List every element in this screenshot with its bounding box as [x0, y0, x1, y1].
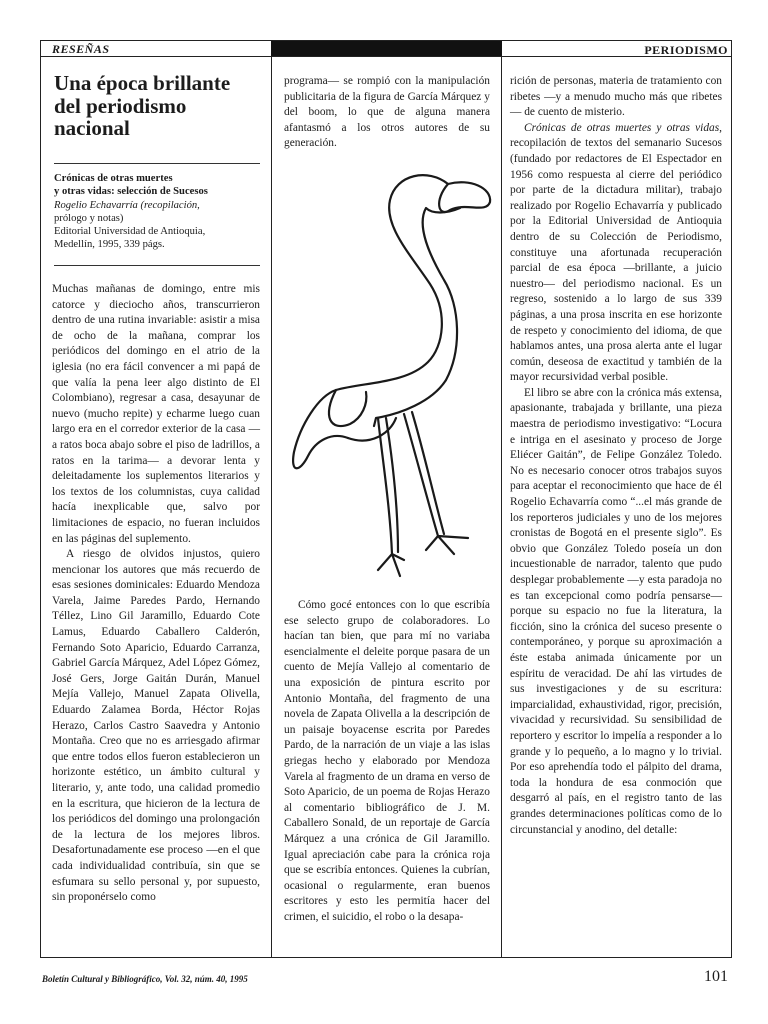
- paragraph: A riesgo de olvidos injustos, quiero mencionar los autores que más recuerdo de esas sesiones dominicales: Eduardo Mendoza Varela, Jaime Paredes Pardo, Hernando Téllez, Lino Gil Jaramillo, Eduardo Cote Lamus, Eduardo Caballero Calderón, Fernando Soto Aparicio, Eduardo Carranza, Gabriel García Márquez, Adel López Gómez, José Gers, Jorge Gaitán Durán, Manuel Mejía Vallejo, Manuel Zapata Olivella, Eduardo Zalamea Borda, Héctor Rojas Herazo, Carlos Castro Saavedra y Antonio Montaña. Creo que no es arriesgado afirmar que entre todos ellos fueron establecieron un horizonte estético, un ámbito cultural y literario, y, ante todo, una calidad promedio en la escritura, que hicieron de la lectura de los periódicos del domingo una prolongación de la lectura de los mejores libros. Desafortunadamente ese proceso —en el que cada individualidad contribuía, sin que se esfumara su sello personal y, por supuesto, sin proponérselo como: [52, 548, 260, 904]
- article-title: Una época brillante del periodismo nacional: [54, 71, 231, 141]
- column-1: [52, 282, 260, 906]
- column-2-top: [284, 74, 490, 152]
- paragraph: Crónicas de otras muertes y otras vidas, recopilación de textos del semanario Sucesos (fundado por redactores de El Espectador en 1956 como respuesta al cierre del periódico por parte de la dictadura militar), trabajo realizado por Rogelio Echavarría y publicado por la Editorial Universidad de Antioquia dentro de su Colección de Periodismo, constituye una afortunada recuperación parcial de esa época —brillante, a juicio nuestro— del periodismo nacional. Es un regreso, sostenido a lo largo de sus 339 páginas, a una prosa inscrita en ese horizonte de respeto y conocimiento del idioma, de que hablamos antes, una prosa alerta ante el lugar común, deseosa de exactitud y también de la mayor recursividad verbal posible.: [510, 121, 722, 384]
- column-divider-left: [271, 56, 272, 958]
- paragraph: Cómo gocé entonces con lo que escribía ese selecto grupo de colaboradores. Lo hacían tan bien, que para mí no variaba esencialmente el deleite porque pasara de un cuento de Mejía Vallejo al comentario de una exposición de pintura escrito por Antonio Montaña, del fragmento de una novela de Zapata Olivella a la descripción de un paisaje boyacense escrita por Paredes Pardo, de la narración de un viaje a las islas griegas hecho y elaborado por Mendoza Varela al fragmento de un drama en verso de Soto Aparicio, de un poema de Rojas Herazo al comentario bibliográfico de J. M. Caballero Sonald, de un reportaje de García Márquez a una crónica de Gil Jaramillo. Igual apreciación cabe para la crónica roja que se escribía entonces. Quienes la cubrían, ocasional o regularmente, eran buenos escritores y esto les permitía hacer del crimen, el suicidio, el robo o la desapa-: [284, 599, 490, 923]
- flamingo-illustration: [278, 156, 494, 596]
- book-title-italic: Crónicas de otras muertes y otras vidas,: [524, 121, 722, 134]
- column-2-bottom: [284, 598, 490, 925]
- paragraph: programa— se rompió con la manipulación publicitaria de la figura de García Márquez y del boom, lo que de alguna manera afantasmó a los otros autores de su generación.: [284, 75, 490, 150]
- book-reference: Crónicas de otras muertes y otras vidas: selección de Sucesos Rogelio Echavarría (recopilación, prólogo y notas) Editorial Universidad de Antioquia, Medellín, 1995, 339 págs.: [54, 173, 208, 251]
- paragraph: rición de personas, materia de tratamiento con ribetes —y a menudo mucho más que ribetes— de cuento de misterio.: [510, 75, 722, 119]
- paragraph: Muchas mañanas de domingo, entre mis catorce y dieciocho años, transcurrieron dentro de una rutina invariable: asistir a misa de ocho de la mañana, comprar los periódicos del domingo en el atrio de la iglesia (no era fácil convencer a mi papá de que valía la pena leer algo distinto de El Colombiano), regresar a casa, desayunar de nuevo (mucho repite) y echarme luego cuan largo era en el corredor exterior de la casa —a ratos boca abajo sobre el piso de ladrillos, a ratos en la tarima— a devorar lenta y deleitadamente los suplementos literarios y los textos de los columnistas, cuya calidad hacía inexplicable que, salvo por limitaciones de espacio, no fueran incluidos en las páginas del suplemento.: [52, 283, 260, 545]
- journal-citation: Boletín Cultural y Bibliográfico, Vol. 32, núm. 40, 1995: [42, 974, 248, 984]
- header-rule: [40, 56, 732, 57]
- section-label-left: RESEÑAS: [52, 42, 110, 56]
- page-number: 101: [704, 968, 728, 985]
- biblio-bottom-rule: [54, 265, 260, 266]
- biblio-top-rule: [54, 163, 260, 164]
- section-label-right: PERIODISMO: [644, 43, 728, 57]
- header-black-bar: [271, 41, 502, 56]
- column-divider-right: [501, 56, 502, 958]
- paragraph: El libro se abre con la crónica más extensa, apasionante, trabajada y brillante, una pieza maestra de periodismo investigativo: “Locura e intriga en el asesinato y proceso de Jorge Eliécer Gaitán”, de Felipe González Toledo. No es necesario conocer otros trabajos suyos para aceptar el reconocimiento que hace de él Rogelio Echavarría como “...el más grande de los reporteros judiciales y uno de los mejores cronistas de Bogotá en el presente siglo”. Es obvio que González Toledo poseía un don incuestionable de narrador, talento que pudo desplegar probablemente —y esta paradoja no es tan excepcional como podría pensarse— porque su espacio no fue la literatura, la ficción, sino la crónica del suceso presente o contemporáneo, y porque su aproximación a éste estaba animada únicamente por un espíritu de veracidad. De ahí las virtudes de sus investigaciones y de su escritura: imparcialidad, exhaustividad, rigor, precisión, vivacidad y recursividad. Su sensibilidad de reportero y escritor lo impelía a responder a lo grande y lo pequeño, a lo magno y lo trivial. Por eso aprehendía todo el pálpito del drama, toda la hondura de esa conmoción que desgarró al país, en el registro tanto de las grandes determinaciones políticas como de lo circunstancial y anodino, del detalle:: [510, 386, 722, 836]
- column-3: [510, 74, 722, 838]
